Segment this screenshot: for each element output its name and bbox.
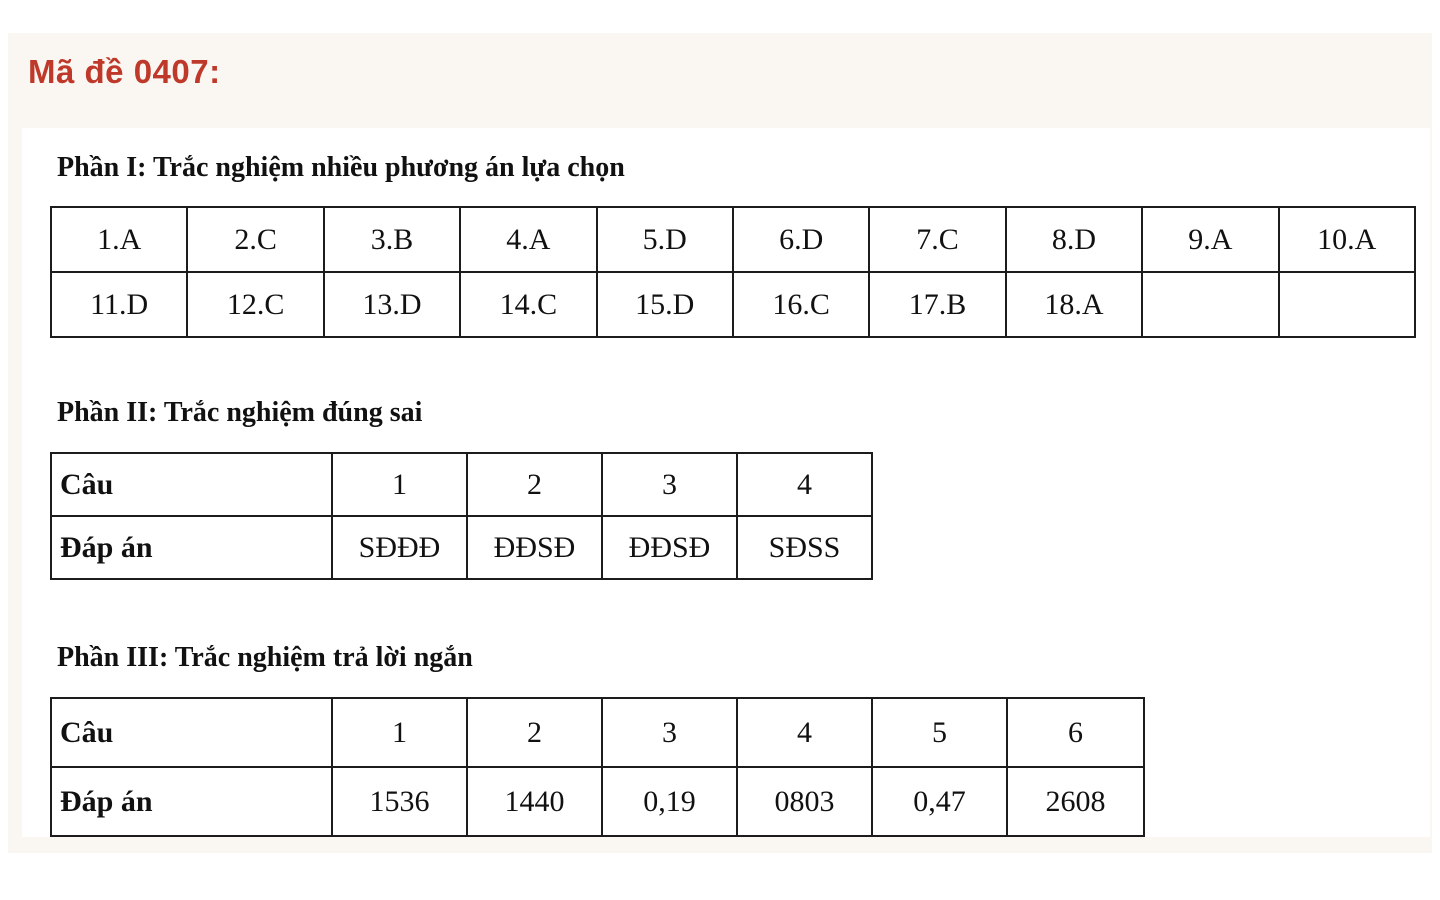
answer-cell — [1279, 272, 1415, 337]
part2-answer-table — [50, 452, 873, 580]
question-number-cell: 2 — [467, 453, 602, 516]
answer-cell: ĐĐSĐ — [602, 516, 737, 579]
answer-cell: SĐĐĐ — [332, 516, 467, 579]
answer-cell: 11.D — [51, 272, 187, 337]
question-row-label: Câu — [51, 453, 332, 516]
question-number-cell: 3 — [602, 453, 737, 516]
answer-cell: 18.A — [1006, 272, 1142, 337]
answer-cell: 2.C — [187, 207, 323, 272]
answer-cell: 0,47 — [872, 767, 1007, 836]
answer-cell: 0,19 — [602, 767, 737, 836]
answer-cell: SĐSS — [737, 516, 872, 579]
part1-answer-table — [50, 206, 1416, 338]
question-row-label: Câu — [51, 698, 332, 767]
section-3-heading: Phần III: Trắc nghiệm trả lời ngắn — [57, 642, 473, 673]
part1-row-2 — [51, 272, 1415, 337]
question-number-cell: 4 — [737, 453, 872, 516]
exam-code-title: Mã đề 0407: — [28, 53, 221, 90]
part1-row-1 — [51, 207, 1415, 272]
answer-cell: 1440 — [467, 767, 602, 836]
section-2-heading: Phần II: Trắc nghiệm đúng sai — [57, 397, 423, 428]
answer-cell: 14.C — [460, 272, 596, 337]
answer-cell: 16.C — [733, 272, 869, 337]
answer-cell: 0803 — [737, 767, 872, 836]
answer-cell: 1.A — [51, 207, 187, 272]
answer-cell: 1536 — [332, 767, 467, 836]
question-number-cell: 1 — [332, 453, 467, 516]
part3-answer-table — [50, 697, 1145, 837]
answer-key-sheet — [22, 128, 1430, 837]
answer-cell: 9.A — [1142, 207, 1278, 272]
answer-cell: 13.D — [324, 272, 460, 337]
section-1-heading: Phần I: Trắc nghiệm nhiều phương án lựa chọn — [57, 152, 625, 183]
question-number-cell: 3 — [602, 698, 737, 767]
part2-answer-row — [51, 516, 872, 579]
answer-cell: 15.D — [597, 272, 733, 337]
part3-answer-row — [51, 767, 1144, 836]
answer-cell: 4.A — [460, 207, 596, 272]
question-number-cell: 5 — [872, 698, 1007, 767]
answer-cell: ĐĐSĐ — [467, 516, 602, 579]
answer-cell — [1142, 272, 1278, 337]
answer-cell: 8.D — [1006, 207, 1142, 272]
answer-cell: 5.D — [597, 207, 733, 272]
answer-row-label: Đáp án — [51, 767, 332, 836]
answer-row-label: Đáp án — [51, 516, 332, 579]
question-number-cell: 2 — [467, 698, 602, 767]
answer-cell: 7.C — [869, 207, 1005, 272]
part2-question-row — [51, 453, 872, 516]
answer-cell: 2608 — [1007, 767, 1144, 836]
answer-cell: 17.B — [869, 272, 1005, 337]
answer-cell: 3.B — [324, 207, 460, 272]
answer-cell: 10.A — [1279, 207, 1415, 272]
question-number-cell: 6 — [1007, 698, 1144, 767]
part3-question-row — [51, 698, 1144, 767]
question-number-cell: 4 — [737, 698, 872, 767]
answer-cell: 12.C — [187, 272, 323, 337]
answer-cell: 6.D — [733, 207, 869, 272]
question-number-cell: 1 — [332, 698, 467, 767]
